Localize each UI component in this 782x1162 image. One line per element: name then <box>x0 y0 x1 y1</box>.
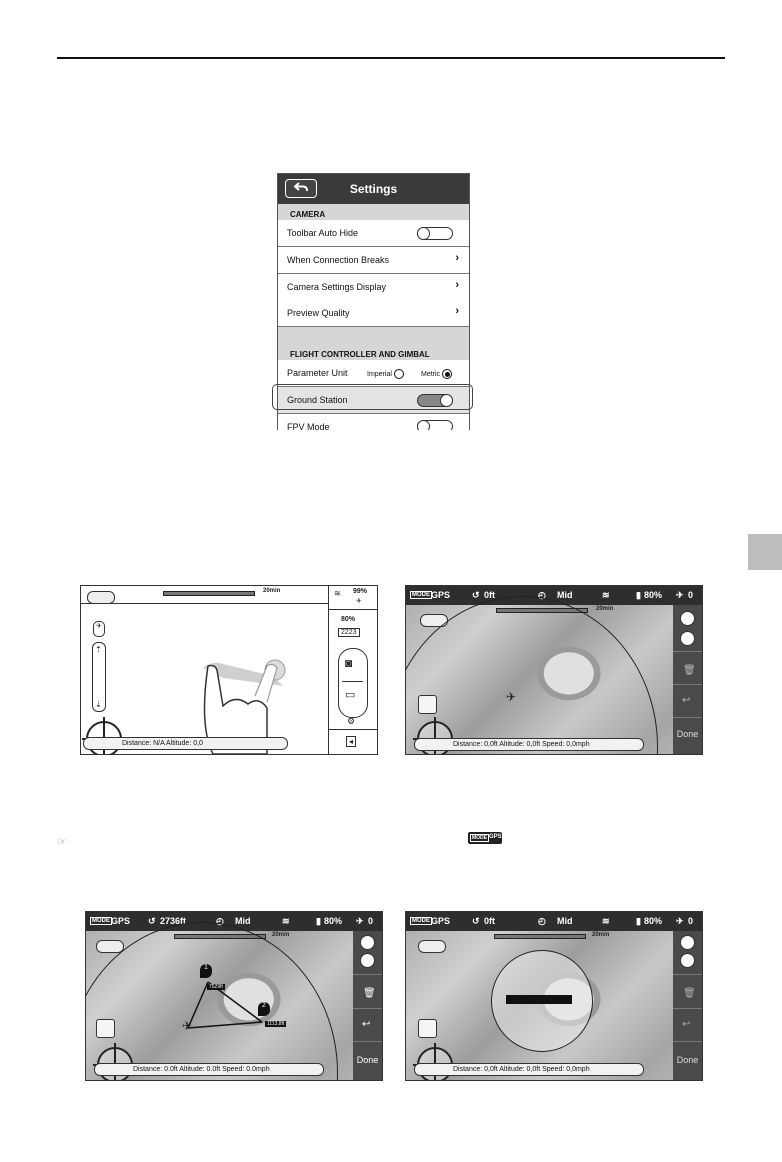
chapter-side-tab <box>748 534 782 570</box>
trash-icon[interactable]: 🗑 <box>683 988 696 999</box>
back-button[interactable] <box>418 940 446 953</box>
gear-icon[interactable]: ⚙ <box>347 716 356 726</box>
camera-sidebar: ≋ 99% ✈ 80% 2223 ◙ ▭ ⚙ ◂ <box>328 586 377 754</box>
zoom-topbar: MODE GPS ↺ 0ft ◴ Mid ≋ ▮ 80% ✈ 0 <box>406 912 702 931</box>
wifi-icon: ≋ <box>602 916 610 926</box>
waypoint-path <box>176 960 286 1040</box>
section-flight-controller: FLIGHT CONTROLLER AND GIMBAL <box>278 327 469 360</box>
row-ground-station[interactable]: Ground Station <box>278 387 469 414</box>
layers-icon[interactable] <box>360 953 375 968</box>
locate-button[interactable] <box>96 1019 115 1038</box>
signal-icon: ◴ <box>538 916 546 926</box>
metric-option[interactable]: Metric <box>421 369 452 379</box>
wp-sidebar <box>353 931 382 1080</box>
auto-takeoff-icon[interactable]: ✈ <box>93 621 105 637</box>
settings-title: Settings <box>349 182 398 196</box>
return-home-icon[interactable]: ↩ <box>682 1019 691 1030</box>
return-home-icon[interactable]: ↩ <box>682 695 691 706</box>
satellite-icon: ✈ <box>356 916 364 926</box>
satellite-icon: ✈ <box>356 598 362 605</box>
imperial-radio[interactable] <box>394 369 404 379</box>
settings-header <box>278 174 469 204</box>
time-slider <box>494 934 586 939</box>
height-icon: ↺ <box>472 590 480 600</box>
layers-icon[interactable] <box>680 631 695 646</box>
status-bar: Distance: 0,0ft Altitude: 0,0ft Speed: 0,0mph <box>414 738 644 751</box>
battery-icon: ▮ <box>636 590 641 600</box>
lock-icon[interactable] <box>680 611 695 626</box>
metric-radio[interactable] <box>442 369 452 379</box>
aircraft-icon: ✈ <box>182 1019 193 1033</box>
lock-icon[interactable] <box>360 935 375 950</box>
return-home-icon[interactable]: ↩ <box>362 1019 371 1030</box>
zoom-screen: MODE GPS ↺ 0ft ◴ Mid ≋ ▮ 80% ✈ 0 20min 🗑 ↩ Done Distance: 0,0ft Altitude: 0,0ft Speed: 0,0mph <box>405 911 703 1081</box>
header-rule <box>57 57 725 59</box>
wifi-icon: ≋ <box>282 916 290 926</box>
collapse-icon[interactable]: ◂ <box>346 736 356 747</box>
locate-button[interactable] <box>418 695 437 714</box>
locate-button[interactable] <box>418 1019 437 1038</box>
chevron-right-icon: › <box>455 305 459 317</box>
altitude-control[interactable]: ⇡ ⇣ <box>92 642 106 712</box>
toolbar-auto-hide-toggle[interactable] <box>417 227 453 240</box>
shutter-group <box>338 648 368 718</box>
chevron-right-icon: › <box>455 252 459 264</box>
gs-topbar: MODE GPS ↺ 0ft ◴ Mid ≋ ▮ 80% ✈ 0 <box>406 586 702 605</box>
battery-icon: ▮ <box>316 916 321 926</box>
row-camera-settings-display[interactable]: Camera Settings Display › <box>278 274 469 301</box>
wifi-icon: ≋ <box>602 590 610 600</box>
time-slider <box>163 591 255 596</box>
height-icon: ↺ <box>148 916 156 926</box>
trash-icon[interactable]: 🗑 <box>363 988 376 999</box>
row-toolbar-auto-hide[interactable]: Toolbar Auto Hide <box>278 220 469 247</box>
status-bar: Distance: 0,0ft Altitude: 0,0ft Speed: 0,0mph <box>414 1063 644 1076</box>
done-button[interactable]: Done <box>676 729 699 739</box>
wifi-icon: ≋ <box>334 589 341 598</box>
wp-topbar: MODE GPS ↺ 2736ft ◴ Mid ≋ ▮ 80% ✈ 0 <box>86 912 382 931</box>
camera-view-screen: 20min ≋ 99% ✈ 80% 2223 ◙ ▭ ⚙ ◂ ✈ ⇡ ⇣ Distance: N/A Altitude: 0,0 <box>80 585 378 755</box>
aircraft-icon: ✈ <box>506 690 517 704</box>
battery-icon: ▮ <box>636 916 641 926</box>
status-bar: Distance: N/A Altitude: 0,0 <box>83 737 288 750</box>
status-bar: Distance: 0.0ft Altitude: 0.0ft Speed: 0.0mph <box>94 1063 324 1076</box>
imperial-option[interactable]: Imperial <box>367 369 404 379</box>
video-icon[interactable]: ▭ <box>345 689 356 701</box>
done-button[interactable]: Done <box>676 1055 699 1065</box>
satellite-icon: ✈ <box>676 590 684 600</box>
section-camera: CAMERA <box>278 204 469 220</box>
zoom-sidebar <box>673 931 702 1080</box>
waypoint-2-marker[interactable]: 2 <box>258 1002 270 1016</box>
back-button[interactable] <box>87 591 115 604</box>
ground-station-highlight <box>272 384 473 410</box>
chevron-right-icon: › <box>455 279 459 291</box>
tip-icon: ☞ <box>57 836 67 848</box>
redaction-bar <box>506 995 572 1004</box>
signal-icon: ◴ <box>216 916 224 926</box>
lock-icon[interactable] <box>680 935 695 950</box>
signal-icon: ◴ <box>538 590 546 600</box>
mode-gps-badge: MODE GPS <box>468 832 502 844</box>
waypoint-screen: MODE GPS ↺ 2736ft ◴ Mid ≋ ▮ 80% ✈ 0 20min 1 7529ft 2 1113,8ft ✈ 🗑 ↩ Done Distance: 0.0ft Altitude: 0.0ft Speed: 0.0mph <box>85 911 383 1081</box>
trash-icon[interactable]: 🗑 <box>683 665 696 676</box>
ground-station-screen: MODE GPS ↺ 0ft ◴ Mid ≋ ▮ 80% ✈ 0 20min ✈ 🗑 ↩ Done Distance: 0,0ft Altitude: 0,0ft Speed: 0,0mph <box>405 585 703 755</box>
done-button[interactable]: Done <box>356 1055 379 1065</box>
row-parameter-unit: Parameter Unit Imperial Metric <box>278 360 469 387</box>
camera-icon[interactable]: ◙ <box>345 656 353 670</box>
row-fpv-mode[interactable]: FPV Mode <box>278 414 469 430</box>
layers-icon[interactable] <box>680 953 695 968</box>
satellite-icon: ✈ <box>676 916 684 926</box>
row-preview-quality[interactable]: Preview Quality › <box>278 300 469 327</box>
fpv-mode-toggle[interactable] <box>417 420 453 430</box>
row-when-connection-breaks[interactable]: When Connection Breaks › <box>278 247 469 274</box>
waypoint-1-marker[interactable]: 1 <box>200 964 212 978</box>
gs-sidebar <box>673 605 702 754</box>
height-icon: ↺ <box>472 916 480 926</box>
